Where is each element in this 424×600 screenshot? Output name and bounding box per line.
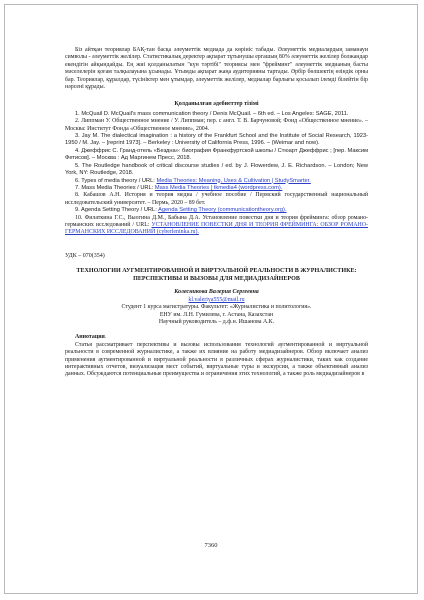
annotation-paragraph — [65, 334, 368, 341]
reference-text: 1. McQuail D. McQuail's mass communication theory / Denis McQuail. – 6th ed. – Los Angeles: SAGE, 2011. — [75, 110, 349, 117]
author-affiliation-2: ЕНУ им. Л.Н. Гумилева, г. Астана, Казахстан — [159, 311, 274, 318]
annotation-text: Статья рассматривает перспективы и вызовы использования технологий аугментированной и виртуальной реальности в современной журналистике, а также их влияние на работу медиадизайнеров. Обзор включает анализ применения аугментированной и виртуальной реальности в различных сферах журналистики, таких как создание интерактивных отчетов, визуализация мест событий, виртуальные туры и экскурсии, а также объективный анализ данных. Обсуждаются потенциальные преимущества и ограничения этих технологий, а также роль медиадизайнеров в — [65, 341, 368, 378]
reference-item — [65, 163, 368, 178]
references-heading: Қолданылған әдебиеттер тізімі — [174, 101, 259, 108]
annotation-label: Аннотация — [75, 334, 105, 341]
reference-item — [65, 178, 368, 185]
author-email-link[interactable]: kl.valeriya555@mail.ru — [188, 296, 245, 303]
reference-text: 6. Types of media theory / URL: — [75, 177, 157, 184]
page-content — [65, 47, 368, 379]
reference-item — [65, 133, 368, 148]
supervisor: Научный руководитель – д.ф.н. Ишанова А.К. — [158, 318, 275, 325]
reference-link[interactable]: УСТАНОВЛЕНИЕ ПОВЕСТКИ ДНЯ И ТЕОРИЯ ФРЕЙМИНГА: ОБЗОР РОМАНО-ГЕРМАНСКИХ ИССЛЕДОВАНИЙ (cyberleninka.ru). — [65, 221, 368, 236]
reference-text: 9. Agenda Setting Theory / URL: — [75, 207, 159, 214]
annotation-label-dot: . — [104, 334, 107, 341]
intro-paragraph: Біз айтқан теориялар БАҚ-тан басқа әлеуметтік медиада да көрініс табады. Әлеуметтік медиалардың заманауи символы - әлеуметтік желілер. Статистикалық деректер ақпарат тұтынушы ергашың 80% әлеуметтік желілер болжандар екендігін айқындайды. Ең жиі қолданылатын "күн тәртібі" теориясы мен "фрейминг" әлеуметтік медианың басты мәселелерін қоғам талқылауына ұсынады. Ұтымды ақпарат жаңа аудиторияны тартады. Әрбір бөлшектің өзіндік орны бар. Теориялар, құралдар, түсініктер мен ұтымдар, әлеуметтік желілер, медиалар барлығы қосылып ілемді білейтін бір нәрсені құрады. — [65, 47, 368, 91]
reference-item — [65, 215, 368, 237]
article-title: ТЕХНОЛОГИИ АУГМЕНТИРОВАННОЙ И ВИРТУАЛЬНОЙ РЕАЛЬНОСТИ В ЖУРНАЛИСТИКЕ: ПЕРСПЕКТИВЫ И ВЫЗОВЫ ДЛЯ МЕДИАДИЗАЙНЕРОВ — [76, 268, 357, 282]
reference-link[interactable]: Agenda Setting Theory (communicationtheory.org). — [158, 207, 287, 214]
reference-text: 7. Mass Media Theories / URL: — [75, 184, 155, 191]
author-email — [65, 297, 368, 304]
author-affiliation-1: Студент 1 курса магистратуры. Факультет: «Журналистика и политология». — [121, 304, 312, 311]
reference-text: 5. The Routledge handbook of critical discourse studies / ed. by J. Flowerdew, J. E. Richardson. – London; New York, NY: Routledge, 2018. — [65, 162, 368, 177]
reference-item — [65, 207, 368, 214]
author-name: Колесникова Валерия Сергеевна — [174, 289, 259, 296]
reference-link[interactable]: Mass Media Theories | tkmedia4 (wordpress.com). — [154, 184, 283, 191]
reference-text: 8. Кабашов А.Н. История и теория медиа / учебное пособие / Пермский государственный национальный исследовательский университет. – Пермь, 2020 – 89 бет. — [65, 192, 368, 206]
reference-text: 10. Филаткина Г.С., Выогина Д.М., Бабына Д.А. Установление повестки дня и теория фрейминга: обзор романо-германских исследований / URL: — [65, 214, 368, 228]
document-page — [4, 4, 418, 594]
references-list — [65, 111, 368, 237]
page-number: 7360 — [204, 542, 218, 549]
reference-text: 2. Липпман У. Общественное мнение / У. Липпман; пер. с англ. Т. В. Барчуновой; Фонд «Общественное мнение». – Москва: Институт Фонда «Общественное мнение», 2004. — [65, 118, 368, 132]
reference-link[interactable]: Media Theories: Meaning, Uses & Cultivation | StudySmarter. — [156, 177, 311, 184]
reference-text: 3. Jay M. The dialectical imagination : a history of the Frankfurt School and the Institute of Social Research, 1923-1950 / M. Jay. – [reprint 1973]. – Berkeley : University of California Press, 1996. – (Weimar and now). — [65, 133, 368, 147]
reference-item — [65, 148, 368, 163]
reference-item — [65, 192, 368, 207]
reference-text: 4. Джеффрис С. Гранд-отель «Бездна»: биография Франкфуртской школы / Стюарт Джеффрис ; [пер. Максим Фетисов]. – Москва : Ад Маргинем Пресс, 2018. — [65, 147, 368, 162]
udk-code: УДК – 070(354) — [65, 252, 105, 259]
reference-item — [65, 118, 368, 133]
